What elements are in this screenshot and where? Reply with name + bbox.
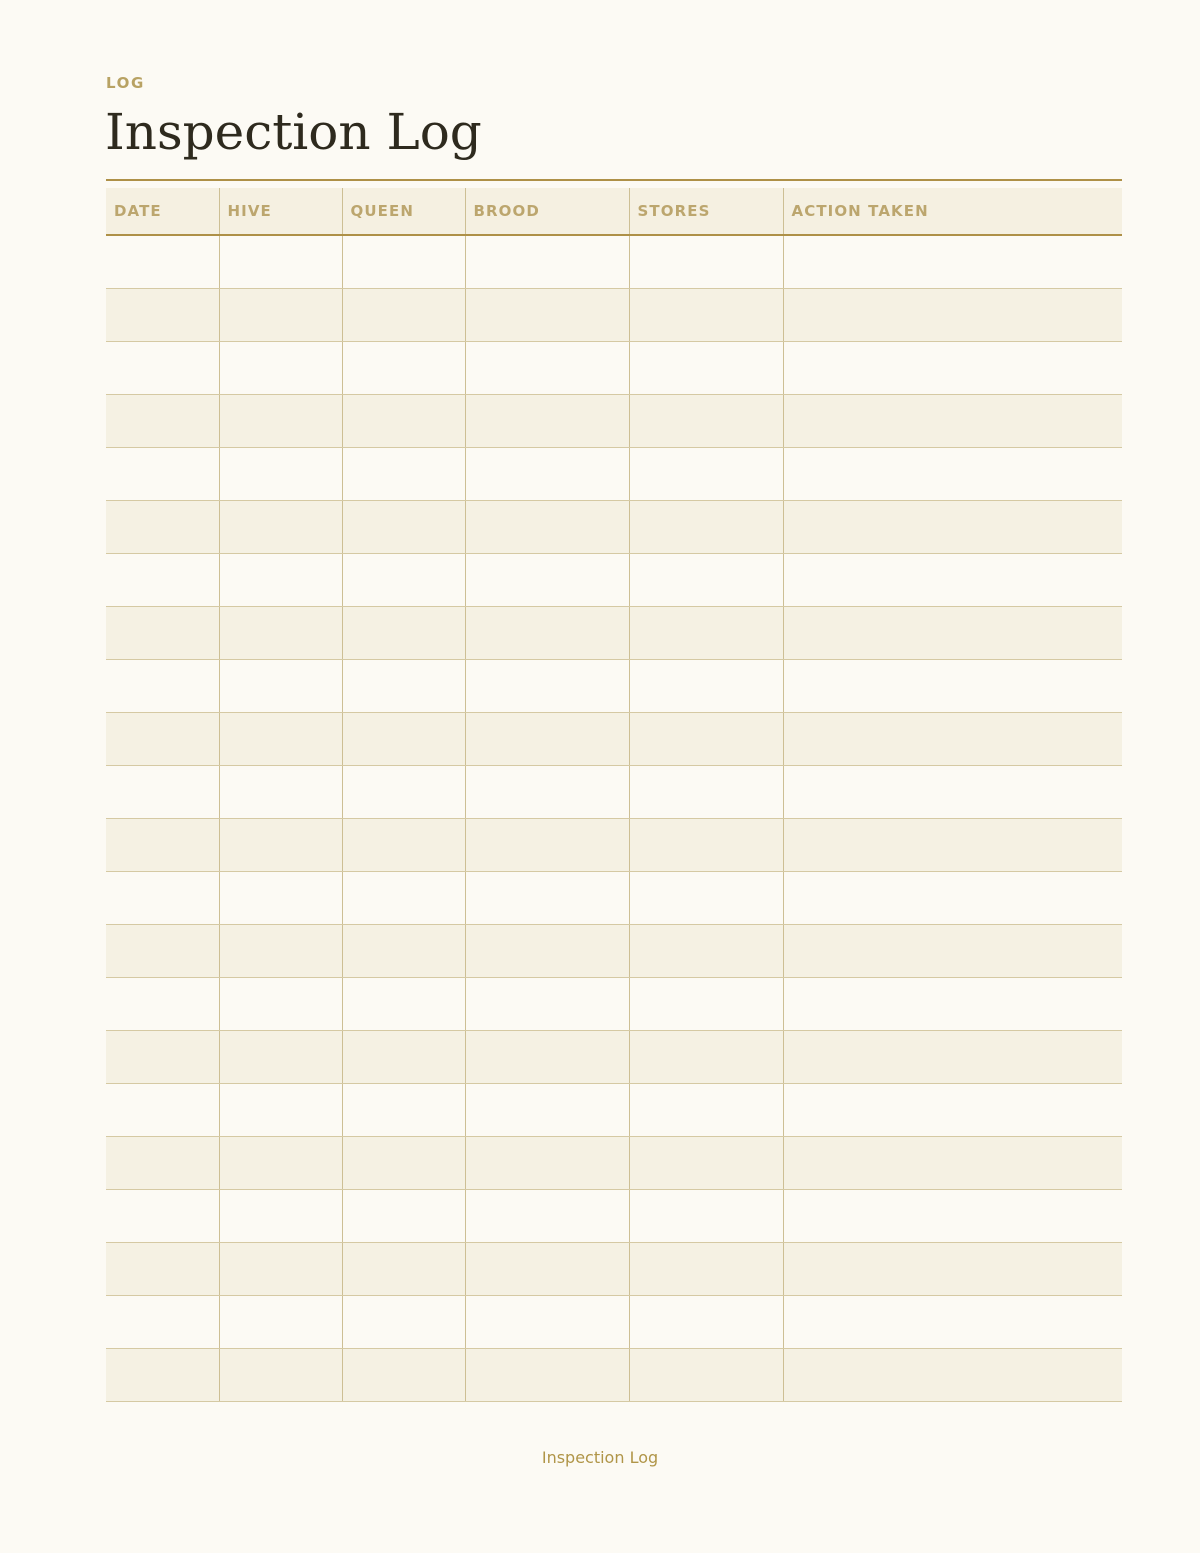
cell-action-taken[interactable] [783,1031,1122,1084]
table-row [106,1296,1122,1349]
cell-stores[interactable] [629,1190,783,1243]
cell-hive[interactable] [219,607,342,660]
cell-queen[interactable] [342,1031,465,1084]
cell-hive[interactable] [219,1296,342,1349]
cell-stores[interactable] [629,501,783,554]
cell-queen[interactable] [342,342,465,395]
cell-date[interactable] [106,607,219,660]
cell-action-taken[interactable] [783,1084,1122,1137]
cell-action-taken[interactable] [783,1190,1122,1243]
cell-brood[interactable] [465,1137,629,1190]
cell-queen[interactable] [342,660,465,713]
cell-queen[interactable] [342,713,465,766]
cell-stores[interactable] [629,1084,783,1137]
cell-hive[interactable] [219,713,342,766]
cell-hive[interactable] [219,342,342,395]
cell-hive[interactable] [219,660,342,713]
cell-action-taken[interactable] [783,660,1122,713]
cell-brood[interactable] [465,235,629,289]
cell-action-taken[interactable] [783,554,1122,607]
cell-date[interactable] [106,342,219,395]
cell-hive[interactable] [219,289,342,342]
cell-brood[interactable] [465,395,629,448]
cell-hive[interactable] [219,1190,342,1243]
cell-brood[interactable] [465,1190,629,1243]
table-row [106,1084,1122,1137]
page-title: Inspection Log [105,103,482,161]
cell-queen[interactable] [342,235,465,289]
table-row [106,289,1122,342]
cell-queen[interactable] [342,395,465,448]
cell-hive[interactable] [219,819,342,872]
table-row [106,448,1122,501]
cell-date[interactable] [106,819,219,872]
cell-brood[interactable] [465,660,629,713]
cell-date[interactable] [106,235,219,289]
cell-brood[interactable] [465,1031,629,1084]
cell-brood[interactable] [465,1084,629,1137]
cell-queen[interactable] [342,1243,465,1296]
cell-stores[interactable] [629,342,783,395]
table-row [106,342,1122,395]
table-row [106,235,1122,289]
cell-brood[interactable] [465,289,629,342]
cell-date[interactable] [106,872,219,925]
table-body [106,235,1122,1402]
table-row [106,766,1122,819]
cell-date[interactable] [106,978,219,1031]
cell-action-taken[interactable] [783,978,1122,1031]
page-footer: Inspection Log [541,1448,659,1467]
cell-brood[interactable] [465,554,629,607]
cell-action-taken[interactable] [783,607,1122,660]
cell-date[interactable] [106,501,219,554]
cell-hive[interactable] [219,448,342,501]
table-row [106,819,1122,872]
cell-stores[interactable] [629,1243,783,1296]
cell-brood[interactable] [465,342,629,395]
cell-action-taken[interactable] [783,235,1122,289]
cell-date[interactable] [106,554,219,607]
cell-action-taken[interactable] [783,766,1122,819]
cell-queen[interactable] [342,289,465,342]
cell-stores[interactable] [629,978,783,1031]
section-eyebrow: LOG [106,74,145,92]
cell-action-taken[interactable] [783,1137,1122,1190]
cell-date[interactable] [106,448,219,501]
cell-queen[interactable] [342,819,465,872]
cell-queen[interactable] [342,872,465,925]
cell-stores[interactable] [629,660,783,713]
cell-queen[interactable] [342,1296,465,1349]
inspection-log-table [106,188,1122,1402]
table-row [106,978,1122,1031]
cell-brood[interactable] [465,1296,629,1349]
cell-stores[interactable] [629,819,783,872]
cell-queen[interactable] [342,1190,465,1243]
cell-action-taken[interactable] [783,872,1122,925]
cell-hive[interactable] [219,1084,342,1137]
table-row [106,1190,1122,1243]
cell-action-taken[interactable] [783,501,1122,554]
table-row [106,501,1122,554]
cell-stores[interactable] [629,1031,783,1084]
column-header-brood: BROOD [465,188,629,235]
column-header-stores: STORES [629,188,783,235]
cell-stores[interactable] [629,1137,783,1190]
cell-brood[interactable] [465,1243,629,1296]
table-row [106,1137,1122,1190]
column-header-action-taken: ACTION TAKEN [783,188,1122,235]
cell-queen[interactable] [342,554,465,607]
table-row [106,925,1122,978]
cell-date[interactable] [106,289,219,342]
table-row [106,607,1122,660]
cell-queen[interactable] [342,607,465,660]
cell-date[interactable] [106,395,219,448]
column-header-queen: QUEEN [342,188,465,235]
cell-stores[interactable] [629,448,783,501]
cell-brood[interactable] [465,448,629,501]
cell-hive[interactable] [219,766,342,819]
cell-queen[interactable] [342,1349,465,1402]
cell-stores[interactable] [629,925,783,978]
cell-stores[interactable] [629,289,783,342]
cell-brood[interactable] [465,925,629,978]
cell-date[interactable] [106,1137,219,1190]
cell-queen[interactable] [342,1137,465,1190]
table-row [106,1243,1122,1296]
cell-stores[interactable] [629,1349,783,1402]
cell-brood[interactable] [465,501,629,554]
cell-hive[interactable] [219,501,342,554]
cell-queen[interactable] [342,1084,465,1137]
cell-date[interactable] [106,660,219,713]
cell-date[interactable] [106,1349,219,1402]
table-header-row [106,188,1122,235]
cell-date[interactable] [106,925,219,978]
cell-stores[interactable] [629,607,783,660]
cell-stores[interactable] [629,713,783,766]
cell-brood[interactable] [465,819,629,872]
column-header-date: DATE [106,188,219,235]
cell-stores[interactable] [629,1296,783,1349]
cell-brood[interactable] [465,978,629,1031]
table-row [106,1031,1122,1084]
cell-brood[interactable] [465,607,629,660]
table-row [106,660,1122,713]
cell-date[interactable] [106,1243,219,1296]
table-row [106,713,1122,766]
cell-action-taken[interactable] [783,1243,1122,1296]
cell-hive[interactable] [219,1031,342,1084]
cell-date[interactable] [106,1084,219,1137]
cell-date[interactable] [106,766,219,819]
cell-date[interactable] [106,1296,219,1349]
cell-action-taken[interactable] [783,1296,1122,1349]
cell-date[interactable] [106,1031,219,1084]
cell-queen[interactable] [342,448,465,501]
cell-action-taken[interactable] [783,713,1122,766]
cell-date[interactable] [106,713,219,766]
cell-queen[interactable] [342,766,465,819]
cell-action-taken[interactable] [783,819,1122,872]
cell-hive[interactable] [219,1137,342,1190]
cell-action-taken[interactable] [783,289,1122,342]
cell-stores[interactable] [629,235,783,289]
table-row [106,872,1122,925]
cell-stores[interactable] [629,766,783,819]
cell-stores[interactable] [629,554,783,607]
cell-brood[interactable] [465,713,629,766]
title-divider [106,179,1122,181]
cell-action-taken[interactable] [783,342,1122,395]
cell-hive[interactable] [219,235,342,289]
cell-hive[interactable] [219,395,342,448]
cell-hive[interactable] [219,1349,342,1402]
cell-action-taken[interactable] [783,925,1122,978]
cell-queen[interactable] [342,501,465,554]
cell-brood[interactable] [465,872,629,925]
table-row [106,1349,1122,1402]
column-header-hive: HIVE [219,188,342,235]
cell-queen[interactable] [342,925,465,978]
cell-hive[interactable] [219,554,342,607]
cell-stores[interactable] [629,395,783,448]
cell-hive[interactable] [219,925,342,978]
cell-hive[interactable] [219,978,342,1031]
cell-brood[interactable] [465,1349,629,1402]
table-row [106,395,1122,448]
cell-hive[interactable] [219,1243,342,1296]
cell-hive[interactable] [219,872,342,925]
cell-action-taken[interactable] [783,395,1122,448]
cell-action-taken[interactable] [783,1349,1122,1402]
cell-stores[interactable] [629,872,783,925]
cell-brood[interactable] [465,766,629,819]
cell-action-taken[interactable] [783,448,1122,501]
table-row [106,554,1122,607]
cell-queen[interactable] [342,978,465,1031]
cell-date[interactable] [106,1190,219,1243]
